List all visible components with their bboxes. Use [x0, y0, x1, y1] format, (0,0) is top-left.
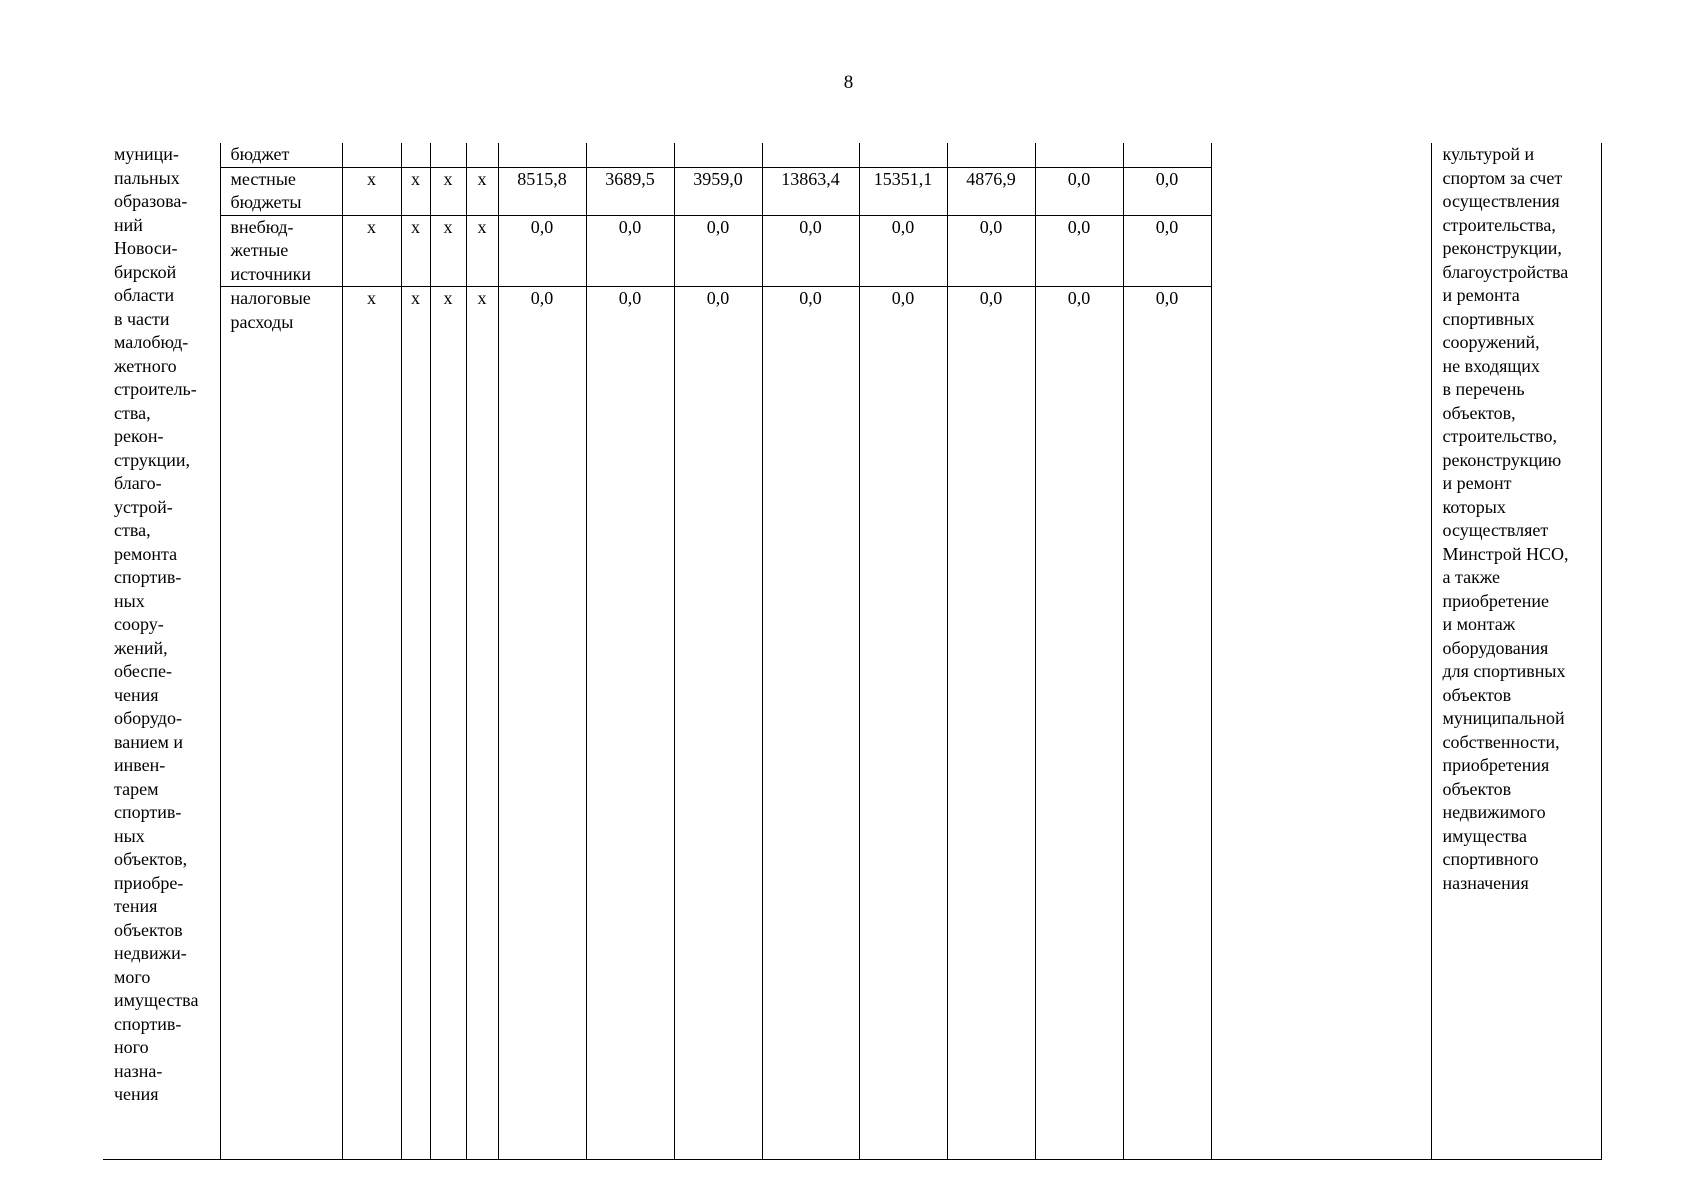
funding-source-cell: налоговые расходы — [220, 287, 342, 1160]
code-cell: х — [430, 287, 466, 1160]
code-cell: х — [342, 215, 401, 287]
value-cell: 0,0 — [1035, 167, 1123, 215]
code-cell: х — [401, 287, 430, 1160]
measure-description-cell — [103, 143, 220, 1160]
code-cell — [430, 143, 466, 167]
code-cell — [401, 143, 430, 167]
value-cell — [498, 143, 586, 167]
code-cell: х — [466, 215, 498, 287]
value-cell: 0,0 — [1123, 287, 1211, 1160]
value-cell: 0,0 — [762, 215, 859, 287]
value-cell: 0,0 — [1035, 287, 1123, 1160]
value-cell: 0,0 — [1035, 215, 1123, 287]
code-cell: х — [466, 167, 498, 215]
funding-source-cell: внебюд- жетные источники — [220, 215, 342, 287]
value-cell — [586, 143, 674, 167]
value-cell — [947, 143, 1035, 167]
code-cell — [466, 143, 498, 167]
code-cell: х — [401, 215, 430, 287]
value-cell: 4876,9 — [947, 167, 1035, 215]
value-cell: 0,0 — [586, 215, 674, 287]
value-cell: 0,0 — [1123, 167, 1211, 215]
funding-source-cell: местные бюджеты — [220, 167, 342, 215]
value-cell — [1035, 143, 1123, 167]
code-cell: х — [342, 287, 401, 1160]
empty-column-cell — [1211, 143, 1431, 1160]
code-cell: х — [466, 287, 498, 1160]
value-cell: 0,0 — [498, 215, 586, 287]
value-cell: 0,0 — [762, 287, 859, 1160]
code-cell — [342, 143, 401, 167]
value-cell — [1123, 143, 1211, 167]
value-cell: 0,0 — [947, 215, 1035, 287]
page-number: 8 — [843, 72, 854, 93]
code-cell: х — [401, 167, 430, 215]
expected-result-cell — [1431, 143, 1601, 1160]
value-cell: 0,0 — [859, 215, 947, 287]
funding-source-cell: бюджет — [220, 143, 342, 167]
code-cell: х — [342, 167, 401, 215]
value-cell: 15351,1 — [859, 167, 947, 215]
value-cell: 8515,8 — [498, 167, 586, 215]
value-cell: 0,0 — [674, 287, 762, 1160]
budget-table — [103, 143, 1602, 1160]
value-cell — [762, 143, 859, 167]
value-cell: 3689,5 — [586, 167, 674, 215]
value-cell: 0,0 — [947, 287, 1035, 1160]
value-cell: 13863,4 — [762, 167, 859, 215]
value-cell — [859, 143, 947, 167]
measure-description: муници- пальных образова- ний Новоси- бирской области в части малобюд- жетного строитель- ства, рекон- струкции, благо- устрой- ства, ремонта спортив- ных соору- жений, обеспе- чения оборудо- ванием и инвен- тарем спортив- ных объектов, приобре- тения объектов недвижи- мого имущества спортив- ного назна- чения — [114, 144, 199, 1104]
value-cell: 0,0 — [498, 287, 586, 1160]
value-cell: 0,0 — [1123, 215, 1211, 287]
value-cell: 3959,0 — [674, 167, 762, 215]
code-cell: х — [430, 167, 466, 215]
value-cell: 0,0 — [859, 287, 947, 1160]
value-cell: 0,0 — [674, 215, 762, 287]
code-cell: х — [430, 215, 466, 287]
expected-result: культурой и спортом за счет осуществления строительства, реконструкции, благоустройства и ремонта спортивных сооружений, не входящих в перечень объектов, строительство, реконструкцию и ремонт которых осуществляет Минстрой НСО, а также приобретение и монтаж оборудования для спортивных объектов муниципальной собственности, приобретения объектов недвижимого имущества спортивного назначения — [1442, 144, 1569, 893]
value-cell: 0,0 — [586, 287, 674, 1160]
table-row — [103, 143, 1601, 167]
value-cell — [674, 143, 762, 167]
